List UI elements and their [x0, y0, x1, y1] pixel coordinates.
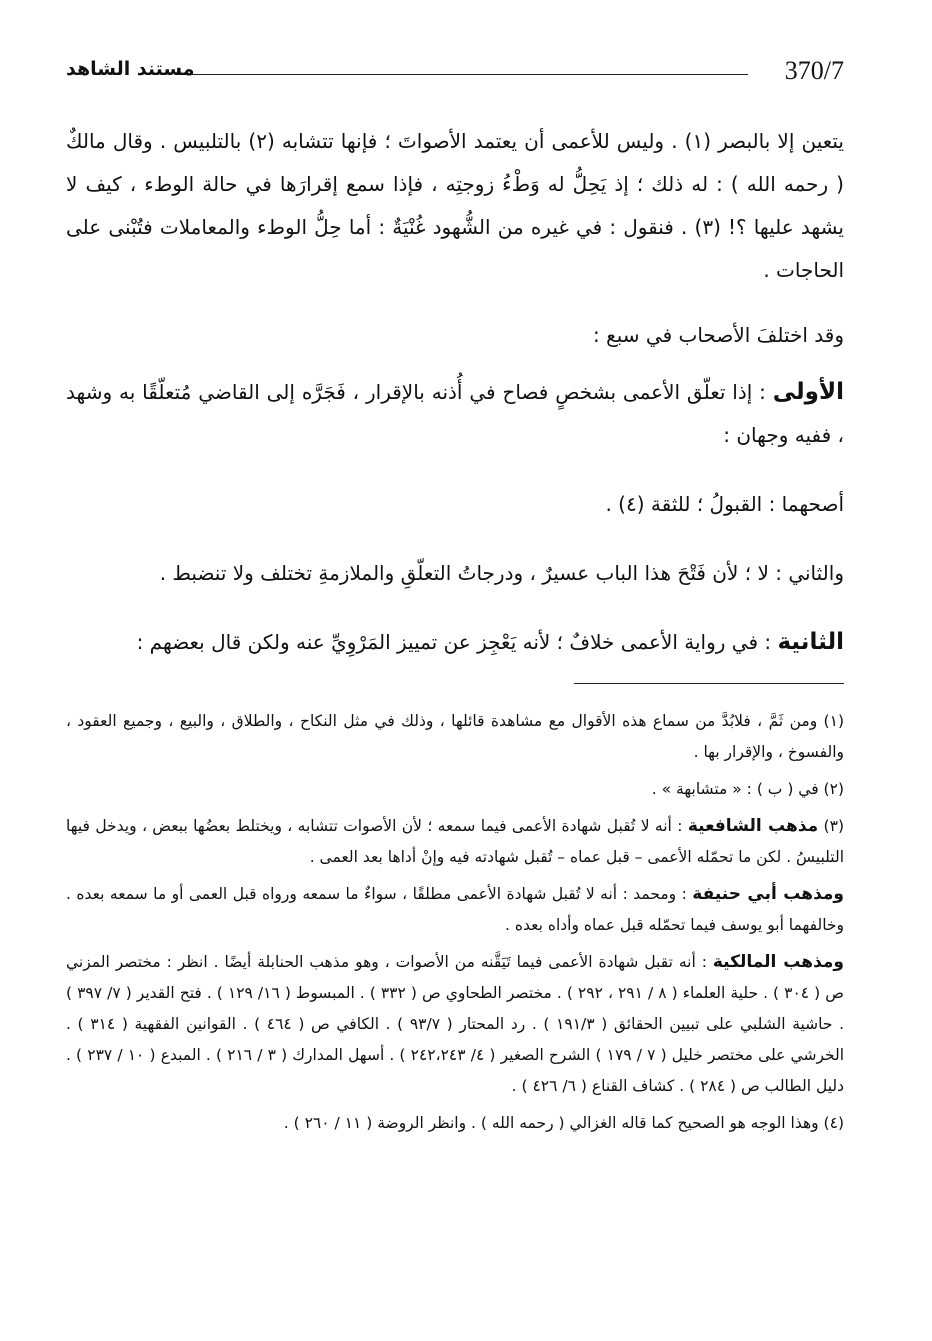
- page-number: 370/7: [784, 56, 844, 85]
- first-issue-text: : إذا تعلّق الأعمى بشخصٍ فصاح في أُذنه بالإقرار ، فَجَرَّه إلى القاضي مُتعلّقًا به وشهد ، ففيه وجهان :: [66, 380, 844, 447]
- footnote-3-maliki: [66, 947, 844, 1102]
- footnotes: [66, 706, 844, 1145]
- footnote-1: (١) ومن ثَمَّ ، فلابُدَّ من سماع هذه الأقوال مع مشاهدة قائلها ، وذلك في مثل النكاح ، والطلاق ، والبيع ، وجميع العقود ، والفسوخ ، والإقرار بها .: [66, 712, 844, 761]
- footnote-2: (٢) في ( ب ) : « متشابهة » .: [651, 780, 844, 798]
- running-title: مستند الشاهد: [66, 58, 195, 80]
- first-issue-label: الأولى: [772, 379, 844, 405]
- footnote-4: (٤) وهذا الوجه هو الصحيح كما قاله الغزالي ( رحمه الله ) . وانظر الروضة ( ١١ / ٢٦٠ ) .: [283, 1114, 844, 1132]
- footnote-3-number: (٣): [818, 817, 844, 835]
- shafii-text: : أنه لا تُقبل شهادة الأعمى فيما سمعه ؛ لأن الأصوات تتشابه ، ويختلط بعضُها ببعض ، ويدخل فيها التلبيسُ . لكن ما تحمّله الأعمى – قبل عماه – تُقبل شهادته فيه وإنْ أداها بعد العمى .: [66, 817, 844, 866]
- maliki-text: : أنه تقبل شهادة الأعمى فيما تَيَقَّنه من الأصوات ، وهو مذهب الحنابلة أيضًا . انظر : مختصر المزني ص ( ٣٠٤ ) . حلية العلماء ( ٨ / ٢٩١ ، ٢٩٢ ) . مختصر الطحاوي ص ( ٣٣٢ ) . المبسوط ( ١٦/ ١٢٩ ) . فتح القدير ( ٧/ ٣٩٧ ) . حاشية الشلبي على تبيين الحقائق ( ١٩١/٣ ) . رد المحتار ( ٩٣/٧ ) . الكافي ص ( ٤٦٤ ) . القوانين الفقهية ( ٣١٤ ) . الخرشي على مختصر خليل ( ٧ / ١٧٩ ) الشرح الصغير ( ٤/ ٢٤٢،٢٤٣ ) . أسهل المدارك ( ٣ / ٢١٦ ) . المبدع ( ١٠ / ٢٣٧ ) . دليل الطالب ص ( ٢٨٤ ) . كشاف القناع ( ٦/ ٤٢٦ ) .: [66, 953, 845, 1095]
- header-rule: [176, 74, 748, 75]
- footnote-separator: [574, 683, 844, 684]
- running-header: [66, 56, 844, 92]
- hanafi-label: ومذهب أبي حنيفة: [692, 884, 844, 904]
- paragraph-second-issue: [66, 621, 844, 664]
- footnote-3: [66, 811, 844, 873]
- paragraph-intro: يتعين إلا بالبصر (١) . وليس للأعمى أن يعتمد الأصواتَ ؛ فإنها تتشابه (٢) بالتلبيس . وقال مالكٌ ( رحمه الله ) : له ذلك ؛ إذ يَحِلُّ له وَطْءُ زوجتِه ، فإذا سمع إقرارَها في حالة الوطء ، كيف لا يشهد عليها ؟! (٣) . فنقول : في غيره من الشُّهود غُنْيَةٌ : أما حِلُّ الوطء والمعاملات فتُبْنى على الحاجات .: [66, 129, 845, 282]
- second-issue-label: الثانية: [777, 629, 844, 655]
- hanafi-text: : ومحمد : أنه لا تُقبل شهادة الأعمى مطلقًا ، سواءٌ ما سمعه ورواه قبل العمى أو ما سمعه بعده . وخالفهما أبو يوسف فيما تحمّله قبل عماه وأداه بعده .: [66, 885, 844, 934]
- second-issue-text: : في رواية الأعمى خلافٌ ؛ لأنه يَعْجِز عن تمييز المَرْوِيِّ عنه ولكن قال بعضهم :: [136, 630, 778, 654]
- footnote-3-hanafi: [66, 879, 844, 941]
- shafii-label: مذهب الشافعية: [687, 816, 819, 836]
- maliki-label: ومذهب المالكية: [712, 952, 844, 972]
- paragraph-opinion-two: والثاني : لا ؛ لأن فَتْحَ هذا الباب عسيرٌ ، ودرجاتُ التعلّقِ والملازمةِ تختلف ولا تنضبط .: [159, 561, 844, 585]
- paragraph-opinion-one: أصحهما : القبولُ ؛ للثقة (٤) .: [605, 492, 844, 516]
- paragraph-first-issue: [66, 371, 844, 457]
- main-text: [66, 120, 844, 678]
- paragraph-disagreement: وقد اختلفَ الأصحاب في سبع :: [593, 323, 844, 347]
